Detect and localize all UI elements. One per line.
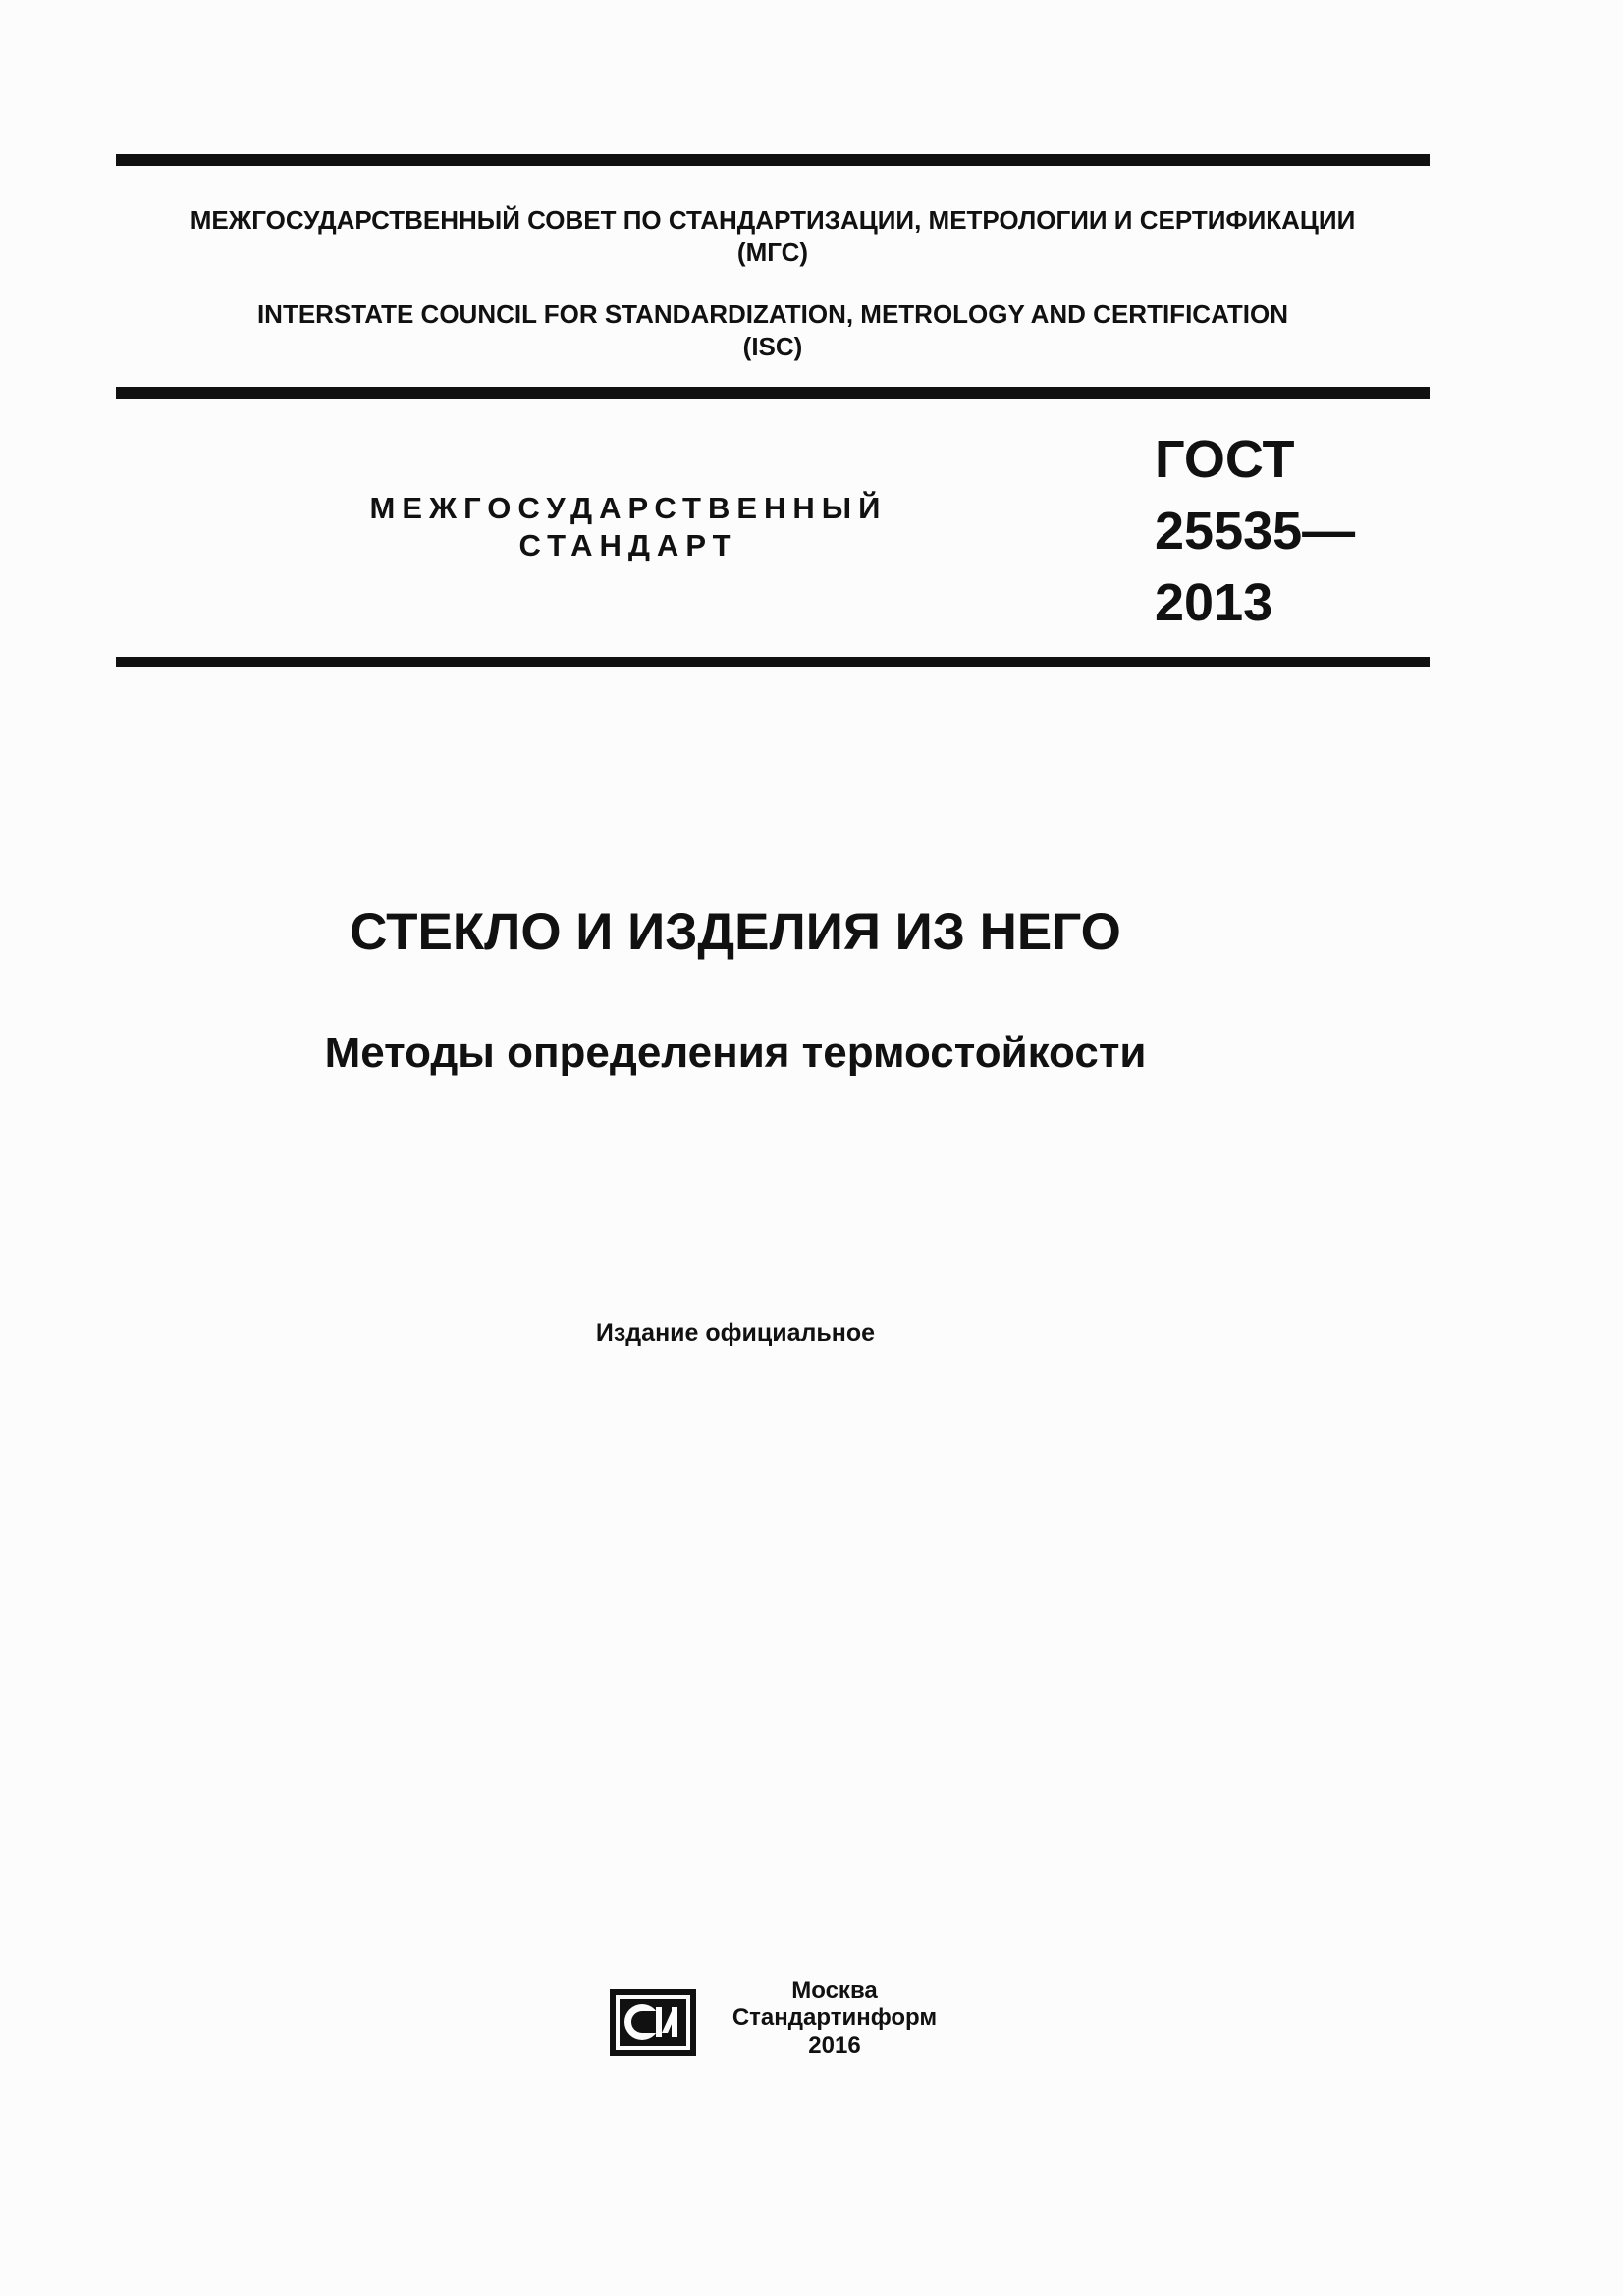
council-ru-name: МЕЖГОСУДАРСТВЕННЫЙ СОВЕТ ПО СТАНДАРТИЗАЦИИ, МЕТРОЛОГИИ И СЕРТИФИКАЦИИ (189, 205, 1356, 235)
edition-note (116, 1317, 1430, 1349)
publisher-city: Москва (791, 1977, 878, 2003)
council-ru-abbr: (МГС) (736, 238, 809, 267)
council-en-name: INTERSTATE COUNCIL FOR STANDARDIZATION, METROLOGY AND CERTIFICATION (256, 299, 1289, 329)
gost-year: 2013 (1155, 573, 1273, 632)
council-en (116, 298, 1430, 363)
edition-note-text: Издание официальное (595, 1319, 876, 1347)
top-rule (116, 154, 1430, 166)
document-title-text: СТЕКЛО И ИЗДЕЛИЯ ИЗ НЕГО (350, 903, 1121, 961)
publisher-name: Стандартинформ (731, 2004, 938, 2031)
document-title (116, 901, 1430, 964)
gost-designation (1155, 424, 1355, 639)
council-ru (116, 204, 1430, 269)
publisher-year: 2016 (808, 2032, 861, 2058)
standard-type-line1: МЕЖГОСУДАРСТВЕННЫЙ (369, 491, 888, 525)
standard-type-line2: СТАНДАРТ (518, 528, 738, 562)
document-subtitle (116, 1027, 1430, 1080)
document-subtitle-text: Методы определения термостойкости (324, 1029, 1147, 1077)
bottom-rule (116, 657, 1430, 667)
middle-rule (116, 387, 1430, 399)
gost-label: ГОСТ (1155, 430, 1295, 489)
gost-number: 25535— (1155, 502, 1356, 561)
publisher-block (707, 1977, 962, 2059)
standard-type (304, 490, 952, 564)
standartinform-logo-icon (609, 1988, 697, 2056)
council-en-abbr: (ISC) (742, 332, 803, 361)
